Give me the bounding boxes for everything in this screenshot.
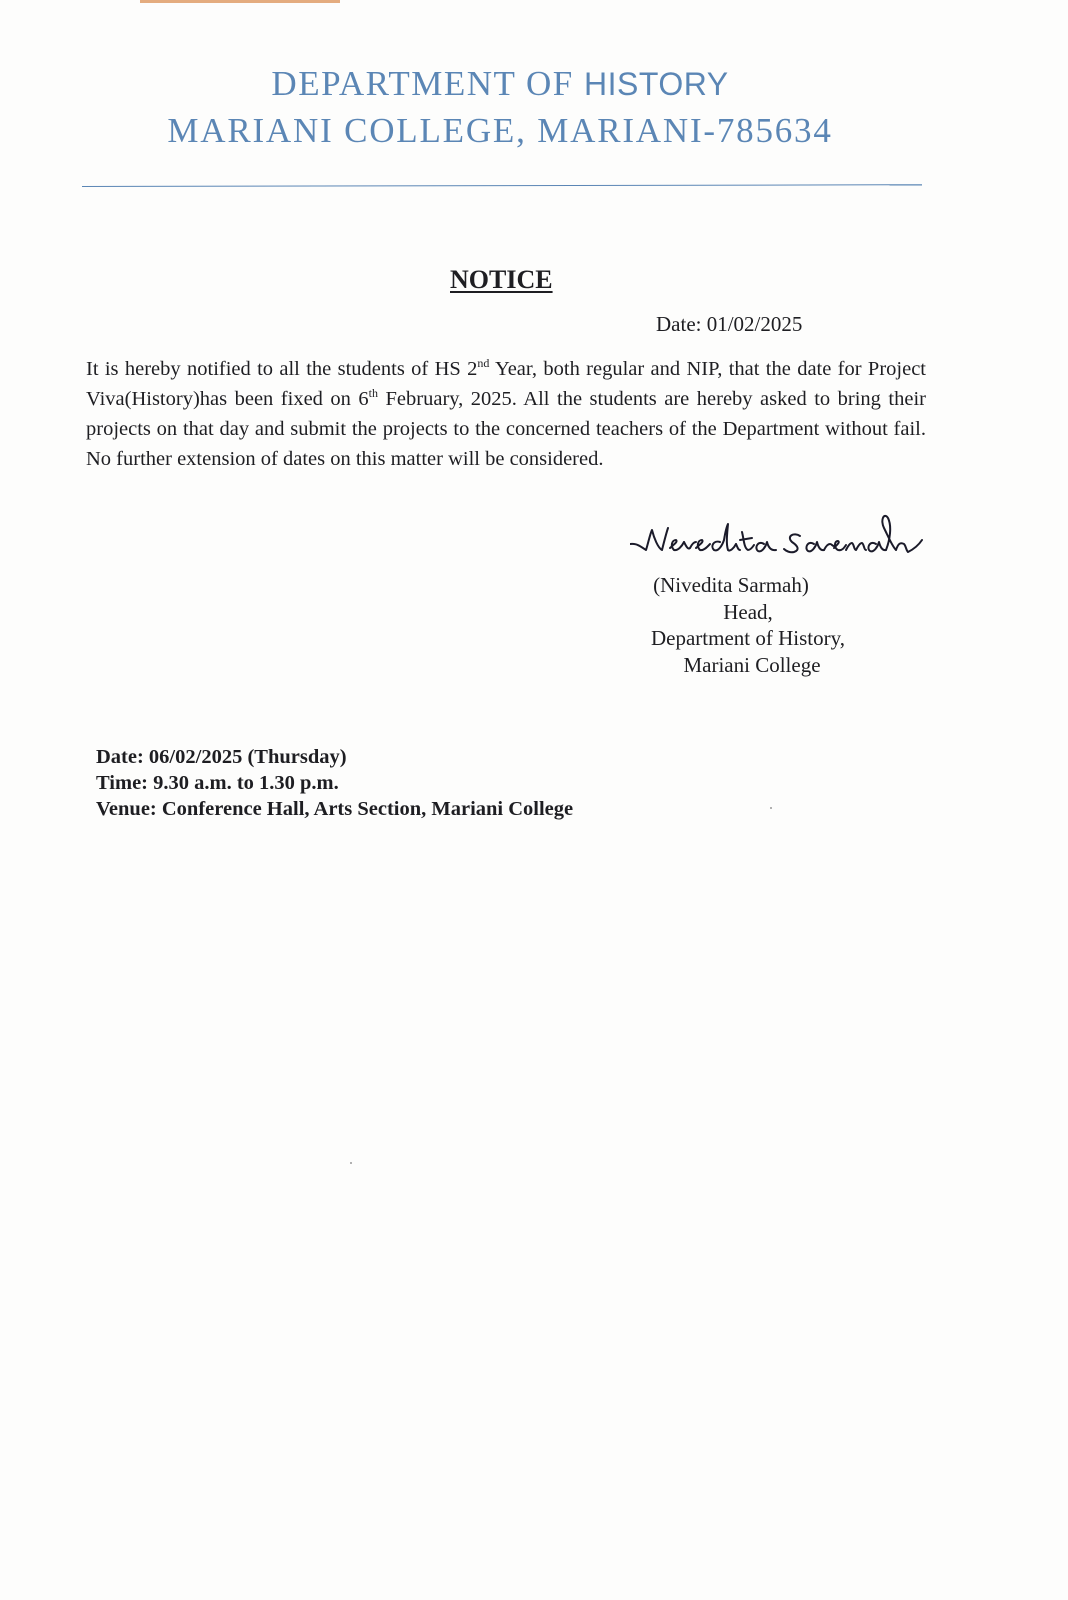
schedule-time: Time: 9.30 a.m. to 1.30 p.m.: [96, 772, 339, 794]
notice-date: Date: 01/02/2025: [656, 312, 803, 336]
schedule-venue: Venue: Conference Hall, Arts Section, Mariani College: [96, 798, 574, 820]
paper-edge-stain: [140, 0, 340, 3]
signatory-college: Mariani College: [683, 652, 821, 677]
letterhead: [0, 62, 1000, 156]
signatory-department: Department of History,: [650, 626, 845, 650]
handwritten-signature: [630, 510, 930, 570]
signatory-block: [628, 572, 868, 678]
paper-speck: [770, 807, 772, 809]
letterhead-department-subject: HISTORY: [584, 66, 729, 102]
notice-body: [86, 354, 926, 474]
notice-body-superscript-nd: nd: [477, 356, 490, 371]
letterhead-department-prefix: DEPARTMENT OF: [271, 64, 584, 103]
notice-body-part2: Year, both regular and NIP, that the date for Project Viva(History)has been fixed on 6: [86, 358, 926, 410]
notice-title: NOTICE: [450, 265, 553, 294]
schedule-block: [96, 744, 573, 822]
paper-speck: [350, 1162, 352, 1164]
signatory-designation: Head,: [723, 599, 773, 624]
letterhead-divider: [82, 184, 922, 187]
notice-body-superscript-th: th: [368, 386, 379, 401]
notice-body-part1: It is hereby notified to all the students of HS 2: [86, 358, 478, 380]
notice-body-part3: February, 2025. All the students are hereby asked to bring their projects on that day and submit the projects to the concerned teachers of the Department without fail. No further extension of dates on this matter will be considered.: [86, 388, 926, 470]
schedule-date: Date: 06/02/2025 (Thursday): [96, 746, 347, 768]
signatory-name: (Nivedita Sarmah): [653, 573, 809, 597]
letterhead-college: MARIANI COLLEGE, MARIANI-785634: [167, 111, 833, 150]
letterhead-department: [0, 62, 1000, 106]
